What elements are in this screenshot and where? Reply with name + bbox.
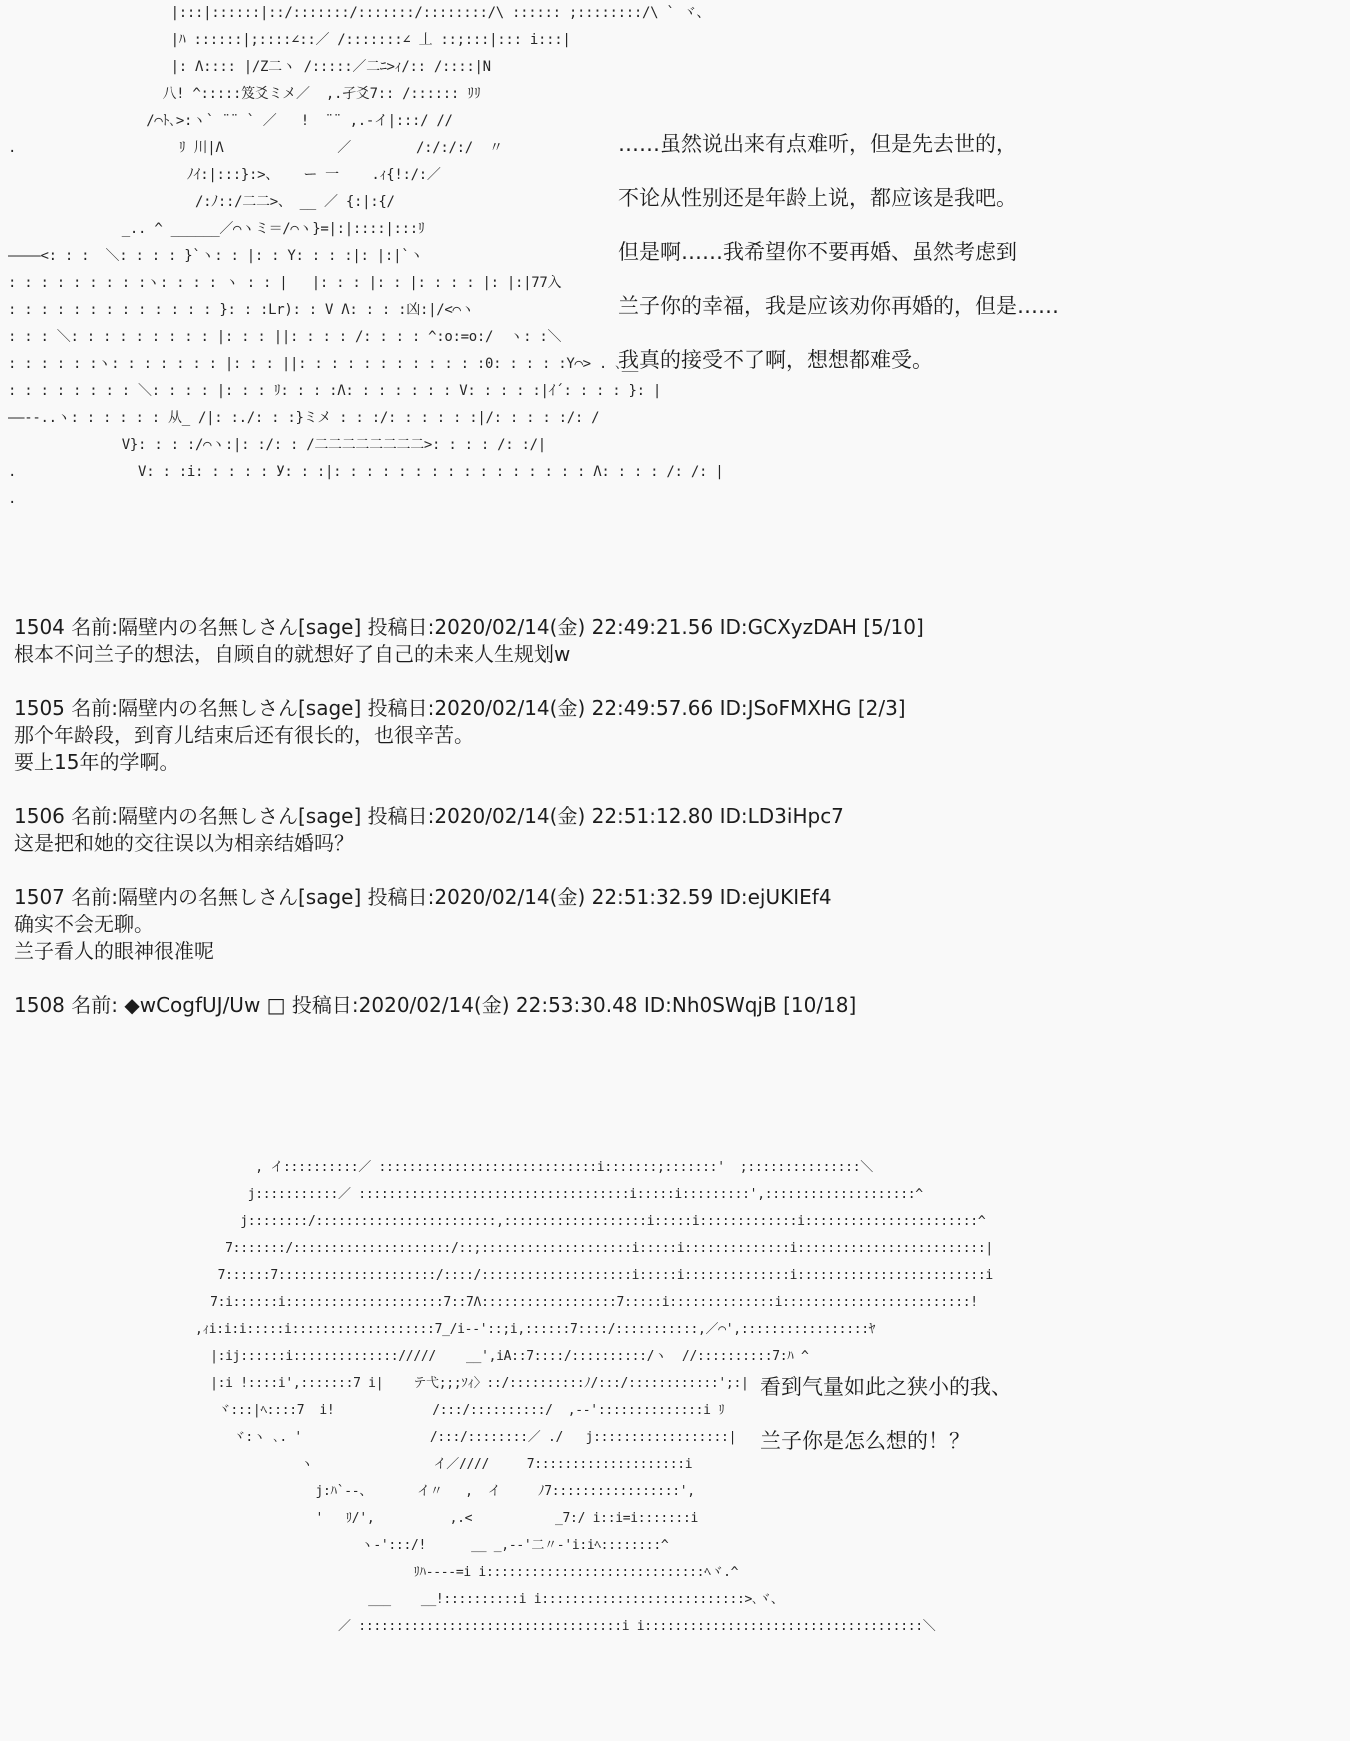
post-body-line: 兰子看人的眼神很准呢 xyxy=(14,939,214,963)
post-body-line: 要上15年的学啊。 xyxy=(14,750,180,774)
post-body-line: 根本不问兰子的想法，自顾自的就想好了自己的未来人生规划w xyxy=(14,642,571,666)
post-body-line: 这是把和她的交往误以为相亲结婚吗？ xyxy=(14,831,354,855)
post xyxy=(14,614,1314,668)
thread-posts xyxy=(14,614,1314,1046)
dialogue-line: 不论从性别还是年龄上说，都应该是我吧。 xyxy=(618,186,1017,210)
ascii-art-bottom: , イ::::::::::／ :::::::::::::::::::::::::::::i:::::::;:::::::' ;:::::::::::::::＼ j:::::::::::／ ::::::::::::::::::::::::::::::::::::i:::::i:::::::::',::::::::::::::::::::^ j::::::::/::::::::::::::::::::::::,:::::::::::::::::::i:::::i:::::::::::::i:::::::::::::::::::::::^ 7:::::::/:::::::::::::::::::::/::;::::::::::::::::::::i:::::i::::::::::::::i:::::::::::::::::::::::::| 7::::::7:::::::::::::::::::::/::::/::::::::::::::::::::i:::::i::::::::::::::i:::::::::::::::::::::::::i 7:i::::::i:::::::::::::::::::::7::7Λ::::::::::::::::::7:::::i::::::::::::::i:::::::::::::::::::::::::! ,ｨi:i:i:::::i:::::::::::::::::::7_/i--'::;i,::::::7::::/:::::::::::,／⌒',:::::::::::::::::ﾔ |:ij::::::i::::::::::::::///// __',iA::7::::/::::::::::/ヽ //::::::::::7:ﾊ ^ |:i !::::i',:::::::7 i| テ弋;;;ｿｨ〉::/::::::::::ﾉ/:::/::::::::::::';:| ヽ ` ヾ:::|ﾍ::::7 i! /:::/::::::::::/ ,--'::::::::::::::i ﾘ ヾ:ヽ ､. ' /:::/::::::::／ ./ j::::::::::::::::::| ヽ イ／//// 7::::::::::::::::::::i j:ﾊ`--、 イ〃 , イ ﾉ7:::::::::::::::::', ' ﾘ/', ,.< _7:/ i::i=i:::::::i ヽ-':::/! __ _,--'二〃-'i:iﾍ::::::::^ ﾘﾊ----=i i:::::::::::::::::::::::::::::ﾍヾ.^ ___ __!::::::::::i i:::::::::::::::::::::::::::>､ヾ、 ／ :::::::::::::::::::::::::::::::::::i i:::::::::::::::::::::::::::::::::::::＼ xyxy=(195,1160,993,1634)
post xyxy=(14,803,1314,857)
dialogue-top xyxy=(618,127,1059,397)
post-header: 1504 名前:隔壁内の名無しさん[sage] 投稿日:2020/02/14(金) 22:49:21.56 ID:GCXyzDAH [5/10] xyxy=(14,615,924,639)
post-body-line: 确实不会无聊。 xyxy=(14,912,154,936)
post xyxy=(14,992,1314,1019)
dialogue-line: 我真的接受不了啊，想想都难受。 xyxy=(618,348,933,372)
post xyxy=(14,884,1314,965)
dialogue-line: 兰子你的幸福，我是应该劝你再婚的，但是…… xyxy=(618,294,1059,318)
post xyxy=(14,695,1314,776)
dialogue-line: 但是啊……我希望你不要再婚、虽然考虑到 xyxy=(618,240,1017,264)
post-header: 1505 名前:隔壁内の名無しさん[sage] 投稿日:2020/02/14(金) 22:49:57.66 ID:JSoFMXHG [2/3] xyxy=(14,696,906,720)
post-header: 1507 名前:隔壁内の名無しさん[sage] 投稿日:2020/02/14(金) 22:51:32.59 ID:ejUKIEf4 xyxy=(14,885,832,909)
ascii-art-top: |:::|::::::|::/:::::::/:::::::/::::::::/\ :::::: ;::::::::/\ ` ヾ、 |ﾊ ::::::|;::::∠::／ /:::::::∠ 丄 ::;:::|::: i:::| |: Λ:::: |/Z二ヽ /:::::／二ﾆ>ｨ/:: /::::|Ν 八! ^:::::笈爻ミメ／ ,.孑爻7:: /:::::: ﾘﾘ /⌒ﾄ､>:ヽ` ¨¨ ` ／ ! ¨¨ ,.-イ|:::/ // . ﾘ 川|Λ ／ /:/:/:/ 〃 ﾉｲ:|:::}:>、 ー 一 .ｨ{!:/:／ /:ﾉ::/二二>、 __ ／ {:|:{/ _.. ^ ______／⌒ヽミ＝/⌒ヽ}=|:|::::|:::ﾘ ――――<: : : ＼: : : : }`ヽ: : |: : Y: : : :|: |:|`ヽ : : : : : : : : :ヽ: : : : ヽ : : | |: : : |: : |: : : : |: |:|77入 : : : : : : : : : : : : : }: : :Lr): : V Λ: : : :凶:|/<⌒ヽ : : : ＼: : : : : : : : : |: : : ||: : : : /: : : : ^:o:=o:/ ヽ: :＼ : : : : : :ヽ: : : : : : : |: : : ||: : : : : : : : : : : :0: : : : :Y⌒> . ､__ : : : : : : : : ＼: : : : |: : : ﾘ: : : :Λ: : : : : : : V: : : : :|ｲ´: : : : }: | ――-‐..ヽ: : : : : : 从_ /|: :./: : :}ミメ : : :/: : : : : :|/: : : : :/: / V}: : : :/⌒ヽ:|: :/: : /二二二二二二二二>: : : : /: :/| . V: : :i: : : : : У: : :|: : : : : : : : : : : : : : : : Λ: : : : /: /: | . xyxy=(8,5,724,507)
post-header: 1506 名前:隔壁内の名無しさん[sage] 投稿日:2020/02/14(金) 22:51:12.80 ID:LD3iHpc7 xyxy=(14,804,844,828)
dialogue-line: ……虽然说出来有点难听，但是先去世的， xyxy=(618,132,1017,156)
post-body-line: 那个年龄段，到育儿结束后还有很长的，也很辛苦。 xyxy=(14,723,474,747)
dialogue-line: 看到气量如此之狭小的我、 xyxy=(760,1375,1012,1399)
dialogue-line: 兰子你是怎么想的！？ xyxy=(760,1429,970,1453)
dialogue-bottom xyxy=(760,1370,1012,1478)
post-header: 1508 名前: ◆wCogfUJ/Uw □ 投稿日:2020/02/14(金) 22:53:30.48 ID:Nh0SWqjB [10/18] xyxy=(14,993,857,1017)
